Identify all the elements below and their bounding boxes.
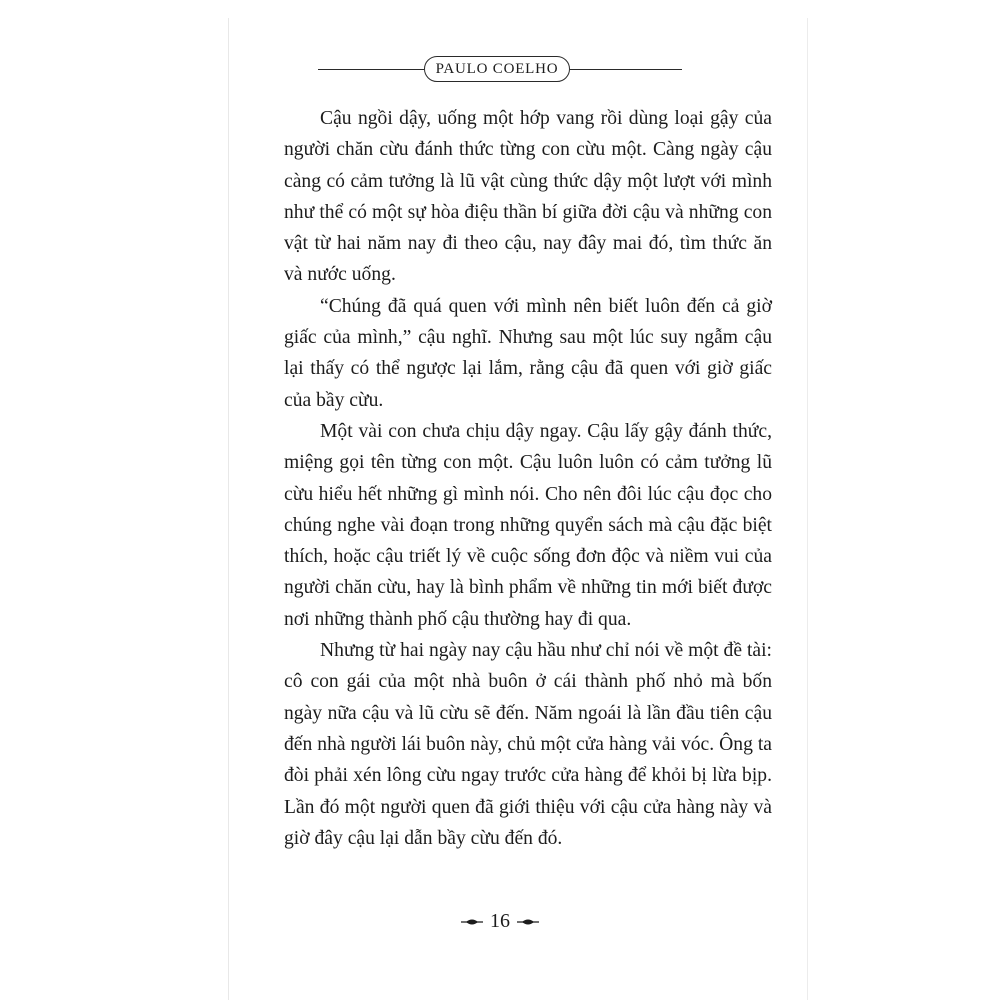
leaf-ornament-left-icon <box>461 917 483 927</box>
body-text <box>284 103 772 854</box>
header-rule-right <box>570 69 682 70</box>
leaf-ornament-right-icon <box>517 917 539 927</box>
paragraph-3: Một vài con chưa chịu dậy ngay. Cậu lấy gậy đánh thức, miệng gọi tên từng con một. Cậu luôn luôn có cảm tưởng lũ cừu hiểu hết những gì mình nói. Cho nên đôi lúc cậu đọc cho chúng nghe vài đoạn trong những quyển sách mà cậu đặc biệt thích, hoặc cậu triết lý về cuộc sống đơn độc và niềm vui của người chăn cừu, hay là bình phẩm về những tin mới biết được nơi những thành phố cậu thường hay đi qua. <box>284 420 772 630</box>
page-number: 16 <box>490 910 510 932</box>
paragraph-1: Cậu ngồi dậy, uống một hớp vang rồi dùng loại gậy của người chăn cừu đánh thức từng con cừu một. Càng ngày cậu càng có cảm tưởng là lũ vật cùng thức dậy một lượt với mình như thể có một sự hòa điệu thần bí giữa đời cậu và những con vật từ hai năm nay đi theo cậu, nay đây mai đó, tìm thức ăn và nước uống. <box>284 108 772 286</box>
author-name: PAULO COELHO <box>435 60 559 77</box>
paragraph-4: Nhưng từ hai ngày nay cậu hầu như chỉ nói về một đề tài: cô con gái của một nhà buôn ở cái thành phố nhỏ mà bốn ngày nữa cậu và lũ cừu sẽ đến. Năm ngoái là lần đầu tiên cậu đến nhà người lái buôn này, chủ một cửa hàng vải vóc. Ông ta đòi phải xén lông cừu ngay trước cửa hàng để khỏi bị lừa bịp. Lần đó một người quen đã giới thiệu với cậu cửa hàng này và giờ đây cậu lại dẫn bầy cừu đến đó. <box>284 640 772 849</box>
header-rule-left <box>318 69 424 70</box>
paragraph-2: “Chúng đã quá quen với mình nên biết luôn đến cả giờ giấc của mình,” cậu nghĩ. Nhưng sau một lúc suy ngẫm cậu lại thấy có thể ngược lại lắm, rằng cậu đã quen với giờ giấc của bầy cừu. <box>284 295 772 411</box>
running-header-author <box>424 56 570 82</box>
page-folio <box>0 910 1000 933</box>
